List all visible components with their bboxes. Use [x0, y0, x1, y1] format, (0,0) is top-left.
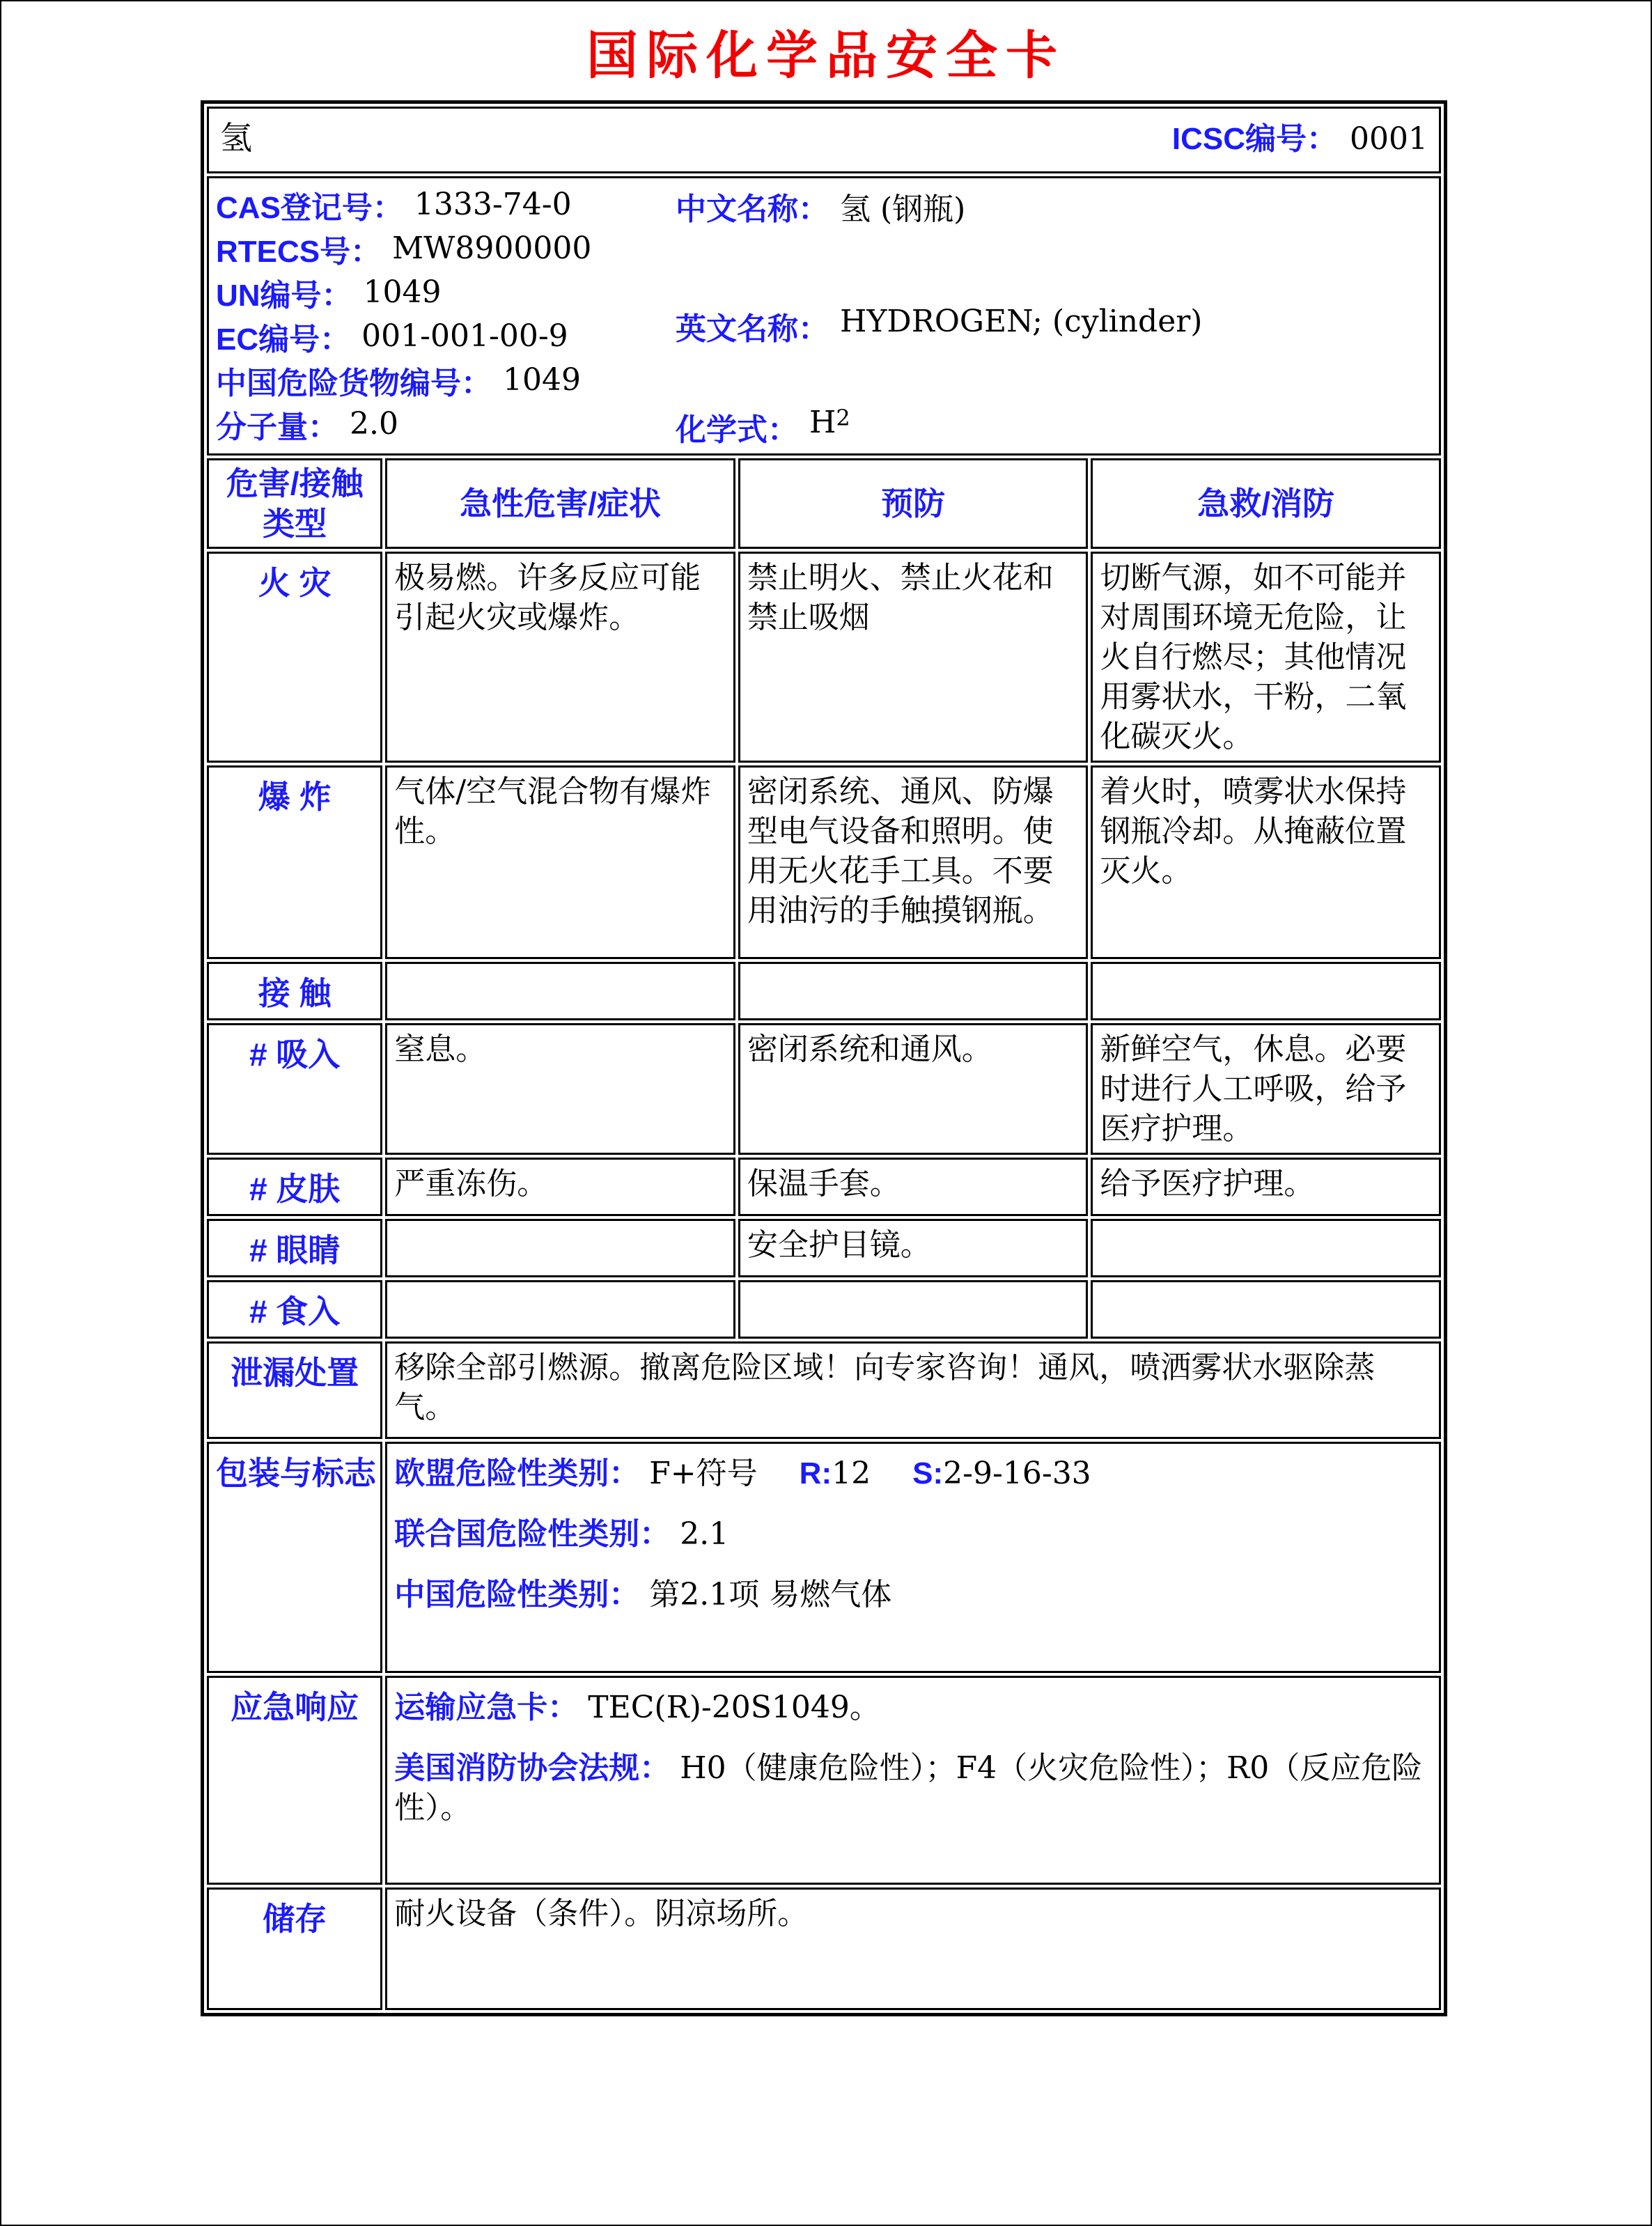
header-hazard-type: 危害/接触类型: [207, 458, 382, 549]
hazard-type-label: # 食入: [207, 1280, 382, 1339]
skin-symptoms: 严重冻伤。: [385, 1158, 735, 1216]
explosion-response: 着火时，喷雾状水保持钢瓶冷却。从掩蔽位置灭火。: [1091, 765, 1441, 959]
emergency-row: [207, 1676, 1441, 1885]
emergency-content: [385, 1676, 1441, 1885]
hazard-row-fire: [207, 552, 1441, 763]
eyes-prevention: 安全护目镜。: [738, 1219, 1089, 1277]
ingestion-symptoms: [385, 1280, 735, 1339]
hazard-row-explosion: [207, 765, 1441, 959]
identifiers-left-column: [216, 182, 676, 449]
skin-prevention: 保温手套。: [738, 1158, 1089, 1216]
eu-hazard-class: 欧盟危险性类别： F+符号 R:12 S:2-9-16-33: [394, 1456, 1091, 1491]
packaging-content: [385, 1442, 1441, 1673]
name-row: [207, 107, 1441, 173]
rtecs-number: RTECS号： MW8900000: [216, 231, 592, 269]
explosion-prevention: 密闭系统、通风、防爆型电气设备和照明。使用无火花手工具。不要用油污的手触摸钢瓶。: [738, 765, 1089, 959]
hazard-type-label: # 眼睛: [207, 1219, 382, 1277]
eyes-response: [1091, 1219, 1441, 1277]
chemical-name: 氢: [220, 119, 252, 157]
spill-text: 移除全部引燃源。撤离危险区域！向专家咨询！通风，喷洒雾状水驱除蒸气。: [385, 1341, 1441, 1439]
fire-symptoms: 极易燃。许多反应可能引起火灾或爆炸。: [385, 552, 735, 763]
ec-number: EC编号： 001-001-00-9: [216, 318, 568, 357]
skin-response: 给予医疗护理。: [1091, 1158, 1441, 1216]
contact-response: [1091, 962, 1441, 1020]
transport-emergency-card: 运输应急卡： TEC(R)-20S1049。: [394, 1690, 880, 1725]
inhalation-prevention: 密闭系统和通风。: [738, 1023, 1089, 1155]
china-dangerous-goods-number: 中国危险货物编号： 1049: [216, 362, 581, 400]
nfpa-code: 美国消防协会法规： H0（健康危险性）；F4（火灾危险性）；R0（反应危险性）。: [394, 1750, 1423, 1826]
ingestion-prevention: [738, 1280, 1089, 1339]
hazard-row-skin: [207, 1158, 1441, 1216]
hazard-header-row: [207, 458, 1441, 549]
page-title: 国际化学品安全卡: [586, 26, 1066, 86]
icsc-value: 0001: [1350, 121, 1428, 157]
storage-label: 储存: [207, 1888, 382, 2010]
contact-prevention: [738, 962, 1089, 1020]
un-hazard-class: 联合国危险性类别： 2.1: [394, 1516, 729, 1552]
spill-row: [207, 1341, 1441, 1439]
spill-label: 泄漏处置: [207, 1341, 382, 1439]
un-number: UN编号： 1049: [216, 274, 442, 313]
chemical-formula: 化学式： H 2: [676, 405, 850, 447]
storage-row: [207, 1888, 1441, 2010]
hazard-row-inhalation: [207, 1023, 1441, 1155]
explosion-symptoms: 气体/空气混合物有爆炸性。: [385, 765, 735, 959]
hazard-type-label: # 吸入: [207, 1023, 382, 1155]
hazard-row-eyes: [207, 1219, 1441, 1277]
packaging-row: [207, 1442, 1441, 1673]
eyes-symptoms: [385, 1219, 735, 1277]
inhalation-response: 新鲜空气，休息。必要时进行人工呼吸，给予医疗护理。: [1091, 1023, 1441, 1155]
contact-symptoms: [385, 962, 735, 1020]
chinese-name: 中文名称： 氢 (钢瓶): [676, 192, 966, 227]
hazard-type-label: 火 灾: [207, 552, 382, 763]
cas-number: CAS登记号： 1333-74-0: [216, 187, 572, 225]
ingestion-response: [1091, 1280, 1441, 1339]
hazard-type-label: # 皮肤: [207, 1158, 382, 1216]
emergency-label: 应急响应: [207, 1676, 382, 1885]
molecular-weight: 分子量： 2.0: [216, 406, 398, 444]
fire-response: 切断气源，如不可能并对周围环境无危险，让火自行燃尽；其他情况用雾状水，干粉，二氧化碳灭火。: [1091, 552, 1441, 763]
hazard-row-contact: [207, 962, 1441, 1020]
icsc-label: ICSC编号：: [1171, 122, 1338, 156]
icsc-card-table: [201, 100, 1447, 2016]
icsc-number: [1172, 114, 1428, 158]
header-symptoms: 急性危害/症状: [385, 458, 735, 549]
english-name: 英文名称： HYDROGEN; (cylinder): [676, 304, 1203, 346]
identifiers-right-column: [676, 182, 1432, 449]
inhalation-symptoms: 窒息。: [385, 1023, 735, 1155]
header-prevention: 预防: [738, 458, 1089, 549]
hazard-type-label: 爆 炸: [207, 765, 382, 959]
hazard-row-ingestion: [207, 1280, 1441, 1339]
fire-prevention: 禁止明火、禁止火花和禁止吸烟: [738, 552, 1089, 763]
packaging-label: 包装与标志: [207, 1442, 382, 1673]
storage-text: 耐火设备（条件）。阴凉场所。: [385, 1888, 1441, 2010]
hazard-type-label: 接 触: [207, 962, 382, 1020]
header-first-aid: 急救/消防: [1091, 458, 1441, 549]
identifiers-row: [207, 176, 1441, 456]
china-hazard-class: 中国危险性类别： 第2.1项 易燃气体: [394, 1577, 892, 1612]
